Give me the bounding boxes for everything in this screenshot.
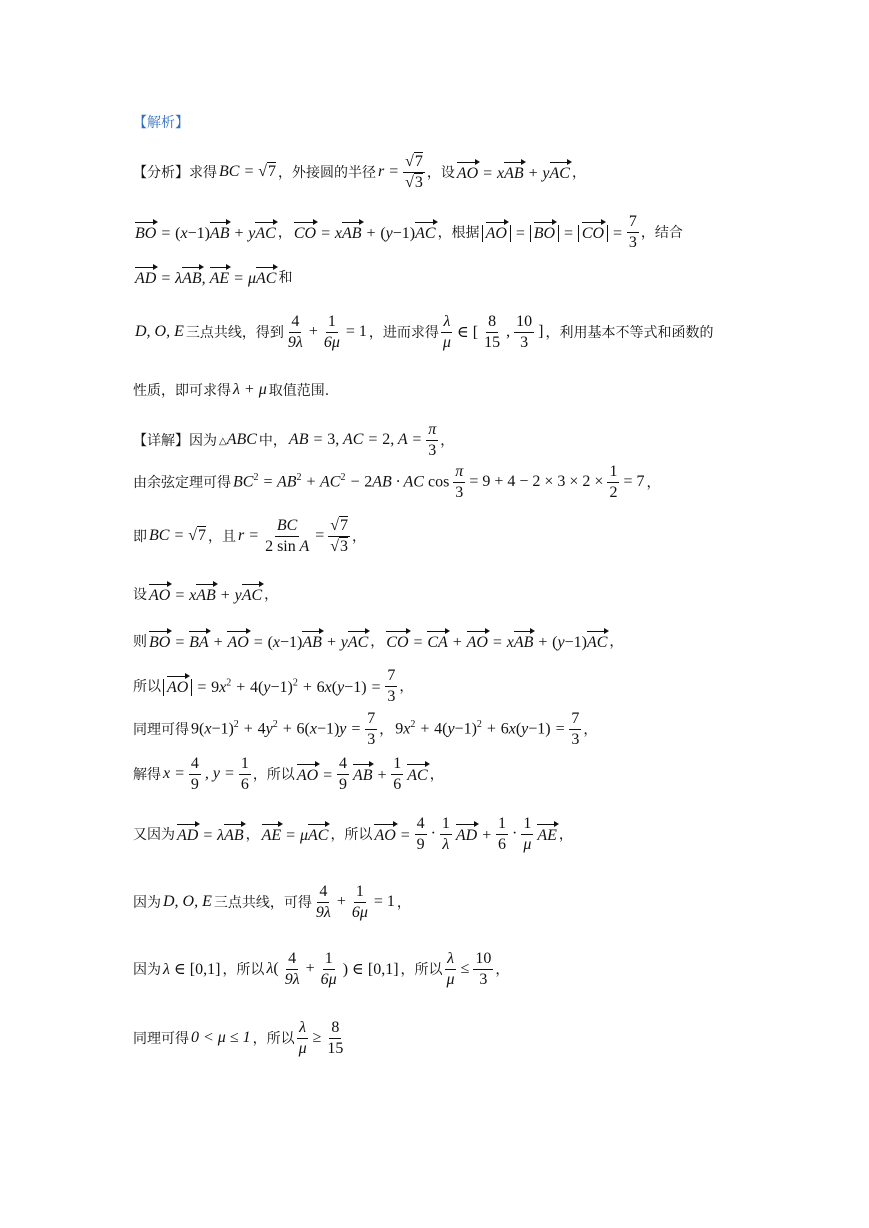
analysis-line-4: D, O, E 三点共线，得到 $\frac{4}{9\lambda}$ + $\frac{1}{6\mu}$ = 1 ，进而求得 $\frac{\lambda}{\mu}$ ∈ [ $\frac{8}{15}$ , $\frac{10}{3}$ ] ，利用基本不等式和函数的: [135, 312, 714, 351]
detail-line-10: 因为 D, O, E 三点共线，可得 $\frac{4}{9\lambda}$ + $\frac{1}{6\mu}$ = 1 ，: [133, 882, 411, 921]
detail-line-3: 即 BC = √7 ，且 r = $\frac{BC}{\text{2 sin A}}$ = $\frac{√7}{√3}$ ，: [133, 516, 367, 555]
analysis-line-1: 【分析】 求得 BC = √7 ，外接圆的半径 r = $\frac{√7}{√3}$ ，设 AO = xAB + yAC ，: [133, 152, 586, 191]
detail-line-2: 由余弦定理可得 $BC^2 = AB^2 + AC^2 - 2AB$ · AC cos $\frac{\pi}{3}$ = 9 + 4 − 2 × 3 × 2 × $\frac{1}{2}$ = 7 ，: [133, 462, 661, 501]
ad-ae-equation: AD = λAB, AE = μAC: [135, 266, 276, 288]
analysis-line-3: AD = λAB, AE = μAC 和: [133, 262, 292, 292]
analysis-line-2: BO = (x−1)AB + yAC ， CO = xAB + (y−1)AC ，根据 AO = BO = CO = $\frac{7}{3}$ ，结合: [135, 212, 683, 251]
detail-line-7: 同理可得 $9(x-1)^2 + 4y^2 + 6(x-1)y$ = $\frac{7}{3}$ ， $9x^2 + 4(y-1)^2 + 6x(y-1)$ = $\frac{7}{3}$ ，: [133, 709, 598, 748]
detail-line-12: 同理可得 0 < μ ≤ 1 ，所以 $\frac{\lambda}{\mu}$ ≥ $\frac{8}{15}$: [133, 1018, 344, 1057]
detail-line-11: 因为 λ ∈ [0,1] ，所以 λ( $\frac{4}{9\lambda}$ + $\frac{1}{6\mu}$ ) ∈ [0,1] ，所以 $\frac{\lambda}{\mu}$ ≤ $\frac{10}{3}$ ，: [133, 949, 510, 988]
r-fraction: $\frac{√7}{√3}$: [405, 152, 423, 191]
abs-equation: AO = BO = CO =: [482, 221, 623, 243]
analysis-line-5: 性质，即可求得 λ + μ 取值范围.: [133, 381, 330, 399]
detail-line-1: 【详解】 因为 △ABC 中， AB = 3, AC = 2, A = $\frac{\pi}{3}$ ，: [133, 420, 455, 459]
co-equation: CO = xAB + (y−1)AC: [294, 221, 436, 243]
r-equation: r =: [378, 163, 400, 180]
detail-line-8: 解得 x = $\frac{4}{9}$ , y = $\frac{1}{6}$ ，所以 AO = $\frac{4}{9}$ AB + $\frac{1}{6}$ AC ，: [133, 754, 444, 793]
bc-equation: BC = √7: [219, 163, 277, 180]
detail-line-5: 则 BO = BA + AO = (x−1)AB + yAC ， CO = CA + AO = xAB + (y−1)AC ，: [133, 627, 623, 655]
detail-line-4: 设 AO = xAB + yAC ，: [133, 580, 278, 608]
ao-equation: AO = xAB + yAC: [457, 161, 570, 183]
section-tag-jiexi: 【解析】: [133, 115, 189, 131]
bo-equation: BO = (x−1)AB + yAC: [135, 221, 276, 243]
detail-line-6: 所以 AO = $9x^2 + 4(y-1)^2 + 6x(y-1)$ = $\frac{7}{3}$ ，: [133, 666, 414, 705]
detail-line-9: 又因为 AD = λAB ， AE = μAC ，所以 AO = $\frac{4}{9}$ · $\frac{1}{\lambda}$ AD + $\frac{1}{6}$ · $\frac{1}{\mu}$ AE ，: [133, 814, 573, 853]
